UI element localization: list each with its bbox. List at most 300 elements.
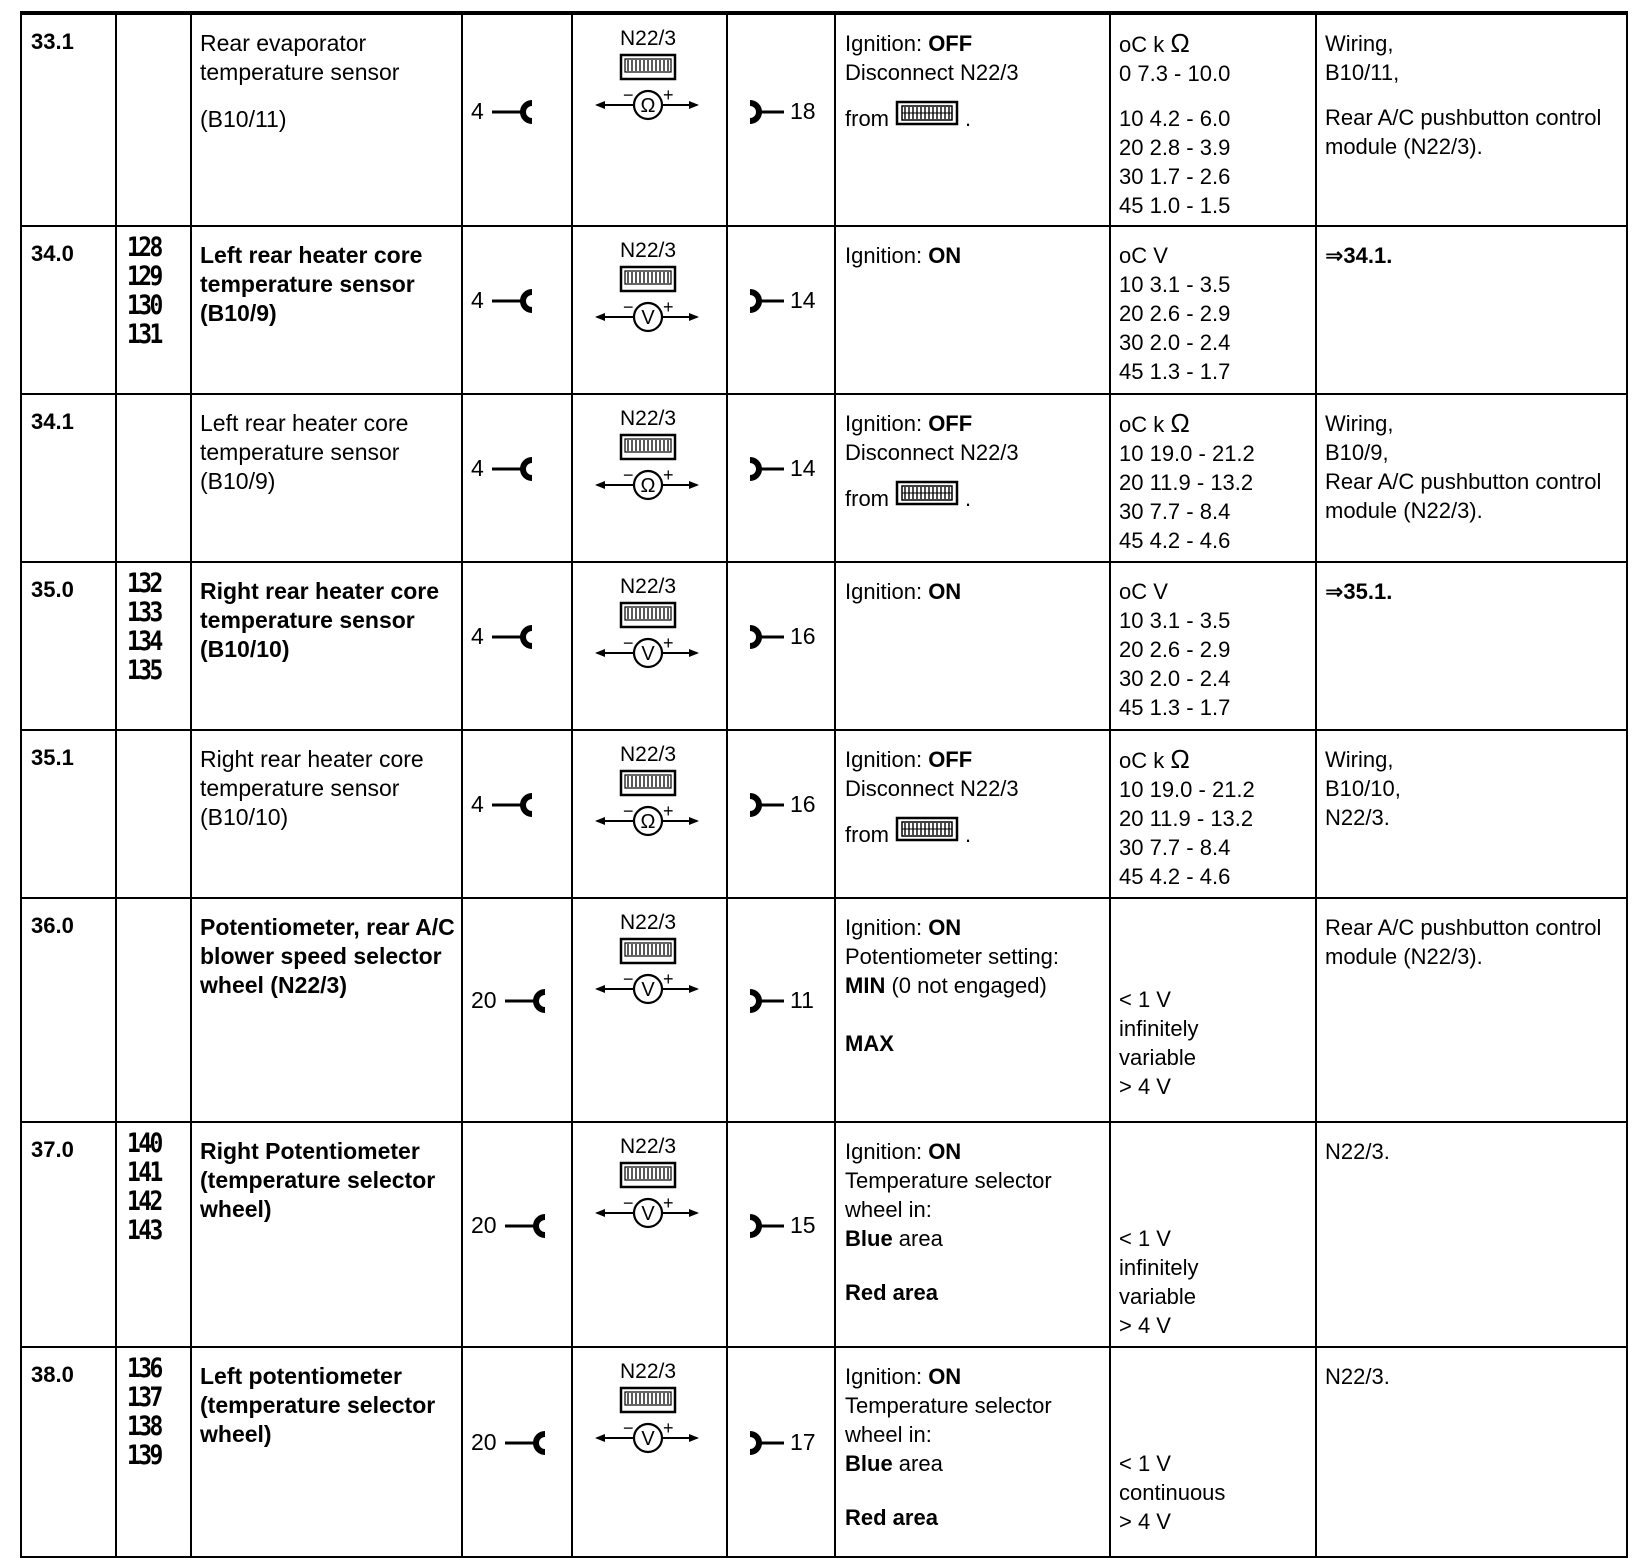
selection-second-key: MAX bbox=[845, 1031, 894, 1056]
svg-text:−: − bbox=[623, 85, 634, 105]
remedy-cell bbox=[1316, 1122, 1627, 1347]
svg-text:V: V bbox=[641, 1203, 655, 1225]
values-header-text: oC V bbox=[1119, 579, 1168, 604]
pin-out-cell bbox=[727, 898, 835, 1122]
connector-icon bbox=[895, 93, 959, 133]
fault-code: 133 bbox=[127, 597, 161, 628]
value-line: < 1 V bbox=[1119, 1451, 1171, 1476]
test-row bbox=[21, 1347, 1627, 1557]
fault-code: 130 bbox=[127, 290, 161, 321]
selection-second-key: Red area bbox=[845, 1505, 938, 1530]
ignition-state: OFF bbox=[928, 411, 973, 436]
component-name: Right rear heater core temperature sensor (B10/10) bbox=[200, 578, 440, 662]
pin-in-cell bbox=[462, 1122, 572, 1347]
remedy-line: Rear A/C pushbutton control module (N22/3). bbox=[1325, 105, 1602, 159]
conditions-cell bbox=[835, 562, 1110, 730]
test-step-cell bbox=[21, 1122, 116, 1347]
meter-diagram bbox=[593, 1360, 703, 1470]
socket-in-icon bbox=[490, 289, 536, 313]
socket-in-icon bbox=[503, 1214, 549, 1238]
voltmeter-icon bbox=[593, 265, 703, 345]
socket-in-icon bbox=[490, 625, 536, 649]
component-cell bbox=[191, 1347, 462, 1557]
test-step-number: 33.1 bbox=[31, 29, 74, 54]
remedy-cell bbox=[1316, 226, 1627, 394]
fault-code: 140 bbox=[127, 1128, 161, 1159]
component-cell bbox=[191, 394, 462, 562]
component-cell bbox=[191, 13, 462, 226]
remedy-line: ⇒34.1. bbox=[1325, 243, 1393, 268]
meter-cell bbox=[572, 730, 727, 898]
ignition-state: ON bbox=[928, 579, 962, 604]
pin-out bbox=[746, 791, 816, 818]
socket-in-icon bbox=[503, 989, 549, 1013]
pin-out bbox=[746, 1212, 816, 1239]
meter-diagram bbox=[593, 239, 703, 349]
pin-out bbox=[746, 287, 816, 314]
socket-out-icon bbox=[746, 793, 786, 817]
socket-in-icon bbox=[490, 100, 536, 124]
component-cell bbox=[191, 226, 462, 394]
values-cell bbox=[1110, 13, 1316, 226]
connector-label: N22/3 bbox=[619, 911, 677, 934]
meter-cell bbox=[572, 226, 727, 394]
remedy-cell bbox=[1316, 898, 1627, 1122]
value-line: 45 1.3 - 1.7 bbox=[1119, 695, 1231, 720]
value-line: > 4 V bbox=[1119, 1313, 1171, 1338]
meter-cell bbox=[572, 898, 727, 1122]
test-step-cell bbox=[21, 562, 116, 730]
fault-code: 129 bbox=[127, 261, 161, 292]
value-line: 10 19.0 - 21.2 bbox=[1119, 777, 1255, 802]
component-cell bbox=[191, 898, 462, 1122]
fault-code: 131 bbox=[127, 319, 161, 350]
meter-diagram bbox=[593, 911, 703, 1021]
svg-text:+: + bbox=[663, 85, 674, 105]
conditions-cell bbox=[835, 730, 1110, 898]
pin-out bbox=[746, 455, 816, 482]
socket-out-icon bbox=[746, 100, 786, 124]
remedy-line: ⇒35.1. bbox=[1325, 579, 1393, 604]
ignition-state: OFF bbox=[928, 747, 973, 772]
svg-text:Ω: Ω bbox=[640, 95, 656, 117]
conditions-cell bbox=[835, 13, 1110, 226]
pin-out-cell bbox=[727, 13, 835, 226]
from-connector-line bbox=[845, 473, 1103, 513]
fault-code: 141 bbox=[127, 1157, 161, 1188]
value-line: > 4 V bbox=[1119, 1074, 1171, 1099]
svg-text:V: V bbox=[641, 979, 655, 1001]
selection-second bbox=[845, 1029, 1103, 1058]
pin-out-number: 15 bbox=[790, 1212, 816, 1238]
selection-first-rest: area bbox=[892, 1226, 943, 1251]
values-header bbox=[1119, 577, 1311, 606]
meter-diagram bbox=[593, 407, 703, 517]
test-row bbox=[21, 898, 1627, 1122]
values-header-text: oC k bbox=[1119, 32, 1165, 57]
values-cell bbox=[1110, 730, 1316, 898]
ignition-state: ON bbox=[928, 1139, 962, 1164]
from-word: from bbox=[845, 106, 889, 131]
value-line: infinitely bbox=[1119, 1016, 1199, 1041]
fault-code: 137 bbox=[127, 1382, 161, 1413]
test-step-cell bbox=[21, 13, 116, 226]
pin-in-cell bbox=[462, 226, 572, 394]
values-header bbox=[1119, 29, 1311, 59]
value-line: infinitely bbox=[1119, 1255, 1199, 1280]
values-cell bbox=[1110, 226, 1316, 394]
value-line: > 4 V bbox=[1119, 1509, 1171, 1534]
pin-out-cell bbox=[727, 1122, 835, 1347]
remedy-line: Wiring, bbox=[1325, 747, 1394, 772]
pin-out-number: 11 bbox=[790, 987, 814, 1013]
meter-diagram bbox=[593, 743, 703, 853]
pin-out-cell bbox=[727, 1347, 835, 1557]
remedy-line: N22/3. bbox=[1325, 1139, 1390, 1164]
condition-line: Temperature selector wheel in: bbox=[845, 1393, 1052, 1447]
pin-in bbox=[471, 287, 536, 314]
test-step-cell bbox=[21, 394, 116, 562]
condition-line: Disconnect N22/3 bbox=[845, 60, 1019, 85]
connector-label: N22/3 bbox=[619, 1360, 677, 1383]
voltmeter-icon bbox=[593, 937, 703, 1017]
pin-out bbox=[746, 1429, 816, 1456]
svg-text:V: V bbox=[641, 643, 655, 665]
values-cell bbox=[1110, 898, 1316, 1122]
remedy-line: Wiring, bbox=[1325, 411, 1394, 436]
pin-in-number: 4 bbox=[471, 98, 484, 124]
svg-text:+: + bbox=[663, 465, 674, 485]
test-step-cell bbox=[21, 226, 116, 394]
pin-in-cell bbox=[462, 898, 572, 1122]
pin-in-cell bbox=[462, 1347, 572, 1557]
value-line: 30 1.7 - 2.6 bbox=[1119, 164, 1231, 189]
ignition-label: Ignition: bbox=[845, 31, 923, 56]
ignition-line bbox=[845, 745, 1103, 774]
pin-in-cell bbox=[462, 730, 572, 898]
svg-text:V: V bbox=[641, 307, 655, 329]
from-connector-line bbox=[845, 93, 1103, 133]
value-line: 0 7.3 - 10.0 bbox=[1119, 61, 1231, 86]
connector-label: N22/3 bbox=[619, 575, 677, 598]
pin-out bbox=[746, 98, 816, 125]
connector-label: N22/3 bbox=[619, 743, 677, 766]
socket-in-icon bbox=[503, 1431, 549, 1455]
value-line: 30 2.0 - 2.4 bbox=[1119, 666, 1231, 691]
test-step-number: 38.0 bbox=[31, 1362, 74, 1387]
from-connector-line bbox=[845, 809, 1103, 849]
value-line: < 1 V bbox=[1119, 1226, 1171, 1251]
selection-first-rest: area bbox=[892, 1451, 943, 1476]
fault-codes-cell bbox=[116, 898, 191, 1122]
values-header-text: oC k bbox=[1119, 748, 1165, 773]
ignition-label: Ignition: bbox=[845, 1139, 923, 1164]
fault-code: 138 bbox=[127, 1411, 161, 1442]
period: . bbox=[965, 106, 972, 131]
test-table bbox=[20, 11, 1628, 1558]
selection-first bbox=[845, 1224, 1103, 1253]
svg-text:−: − bbox=[623, 465, 634, 485]
svg-text:Ω: Ω bbox=[640, 811, 656, 833]
connector-icon bbox=[895, 473, 959, 513]
conditions-cell bbox=[835, 226, 1110, 394]
svg-text:−: − bbox=[623, 969, 634, 989]
test-step-number: 35.1 bbox=[31, 745, 74, 770]
pin-in bbox=[471, 1212, 549, 1239]
value-line: continuous bbox=[1119, 1480, 1226, 1505]
selection-second bbox=[845, 1503, 1103, 1532]
svg-text:−: − bbox=[623, 1193, 634, 1213]
value-line: 20 2.6 - 2.9 bbox=[1119, 637, 1231, 662]
voltmeter-icon bbox=[593, 601, 703, 681]
test-row bbox=[21, 13, 1627, 226]
selection-first bbox=[845, 1449, 1103, 1478]
value-line: 10 3.1 - 3.5 bbox=[1119, 272, 1231, 297]
fault-codes-cell bbox=[116, 562, 191, 730]
component-name: Potentiometer, rear A/C blower speed selector wheel (N22/3) bbox=[200, 914, 455, 998]
pin-out-cell bbox=[727, 562, 835, 730]
test-step-number: 37.0 bbox=[31, 1137, 74, 1162]
remedy-line: B10/10, bbox=[1325, 776, 1401, 801]
socket-in-icon bbox=[490, 457, 536, 481]
values-cell bbox=[1110, 1122, 1316, 1347]
value-line: 20 11.9 - 13.2 bbox=[1119, 470, 1254, 495]
conditions-cell bbox=[835, 898, 1110, 1122]
meter-cell bbox=[572, 13, 727, 226]
values-header bbox=[1119, 241, 1311, 270]
value-line: 20 2.8 - 3.9 bbox=[1119, 135, 1231, 160]
pin-in-number: 20 bbox=[471, 987, 497, 1013]
svg-text:−: − bbox=[623, 297, 634, 317]
meter-cell bbox=[572, 1122, 727, 1347]
pin-out-cell bbox=[727, 730, 835, 898]
remedy-line: B10/9, bbox=[1325, 440, 1389, 465]
remedy-cell bbox=[1316, 730, 1627, 898]
remedy-cell bbox=[1316, 1347, 1627, 1557]
ohm-symbol: Ω bbox=[1170, 28, 1190, 58]
svg-text:+: + bbox=[663, 969, 674, 989]
pin-in bbox=[471, 623, 536, 650]
remedy-line: B10/11, bbox=[1325, 60, 1400, 85]
fault-codes-cell bbox=[116, 226, 191, 394]
socket-in-icon bbox=[490, 793, 536, 817]
ohmmeter-icon bbox=[593, 53, 703, 133]
value-line: 20 2.6 - 2.9 bbox=[1119, 301, 1231, 326]
value-line: variable bbox=[1119, 1284, 1197, 1309]
meter-cell bbox=[572, 394, 727, 562]
fault-code: 135 bbox=[127, 655, 161, 686]
ignition-label: Ignition: bbox=[845, 915, 923, 940]
pin-out-cell bbox=[727, 226, 835, 394]
from-word: from bbox=[845, 486, 889, 511]
values-cell bbox=[1110, 394, 1316, 562]
values-header-text: oC V bbox=[1119, 243, 1168, 268]
selection-first-key: MIN bbox=[845, 973, 886, 998]
pin-out-number: 14 bbox=[790, 287, 816, 313]
test-row bbox=[21, 394, 1627, 562]
fault-codes-cell bbox=[116, 13, 191, 226]
test-step-cell bbox=[21, 1347, 116, 1557]
component-name: Left potentiometer (temperature selector wheel) bbox=[200, 1363, 436, 1447]
pin-in-cell bbox=[462, 394, 572, 562]
pin-in-cell bbox=[462, 562, 572, 730]
values-header bbox=[1119, 745, 1311, 775]
ignition-label: Ignition: bbox=[845, 1364, 923, 1389]
remedy-cell bbox=[1316, 562, 1627, 730]
pin-out-number: 16 bbox=[790, 623, 816, 649]
ohm-symbol: Ω bbox=[1170, 408, 1190, 438]
test-step-number: 35.0 bbox=[31, 577, 74, 602]
ignition-line bbox=[845, 409, 1103, 438]
pin-out-number: 18 bbox=[790, 98, 816, 124]
ignition-line bbox=[845, 1137, 1103, 1166]
ignition-line bbox=[845, 913, 1103, 942]
pin-out-number: 14 bbox=[790, 455, 816, 481]
svg-text:V: V bbox=[641, 1428, 655, 1450]
meter-diagram bbox=[593, 27, 703, 137]
selection-second bbox=[845, 1278, 1103, 1307]
connector-icon bbox=[895, 809, 959, 849]
condition-line: Temperature selector wheel in: bbox=[845, 1168, 1052, 1222]
component-name: Left rear heater core temperature sensor (B10/9) bbox=[200, 410, 409, 494]
pin-in bbox=[471, 791, 536, 818]
condition-line: Disconnect N22/3 bbox=[845, 776, 1019, 801]
values-cell bbox=[1110, 1347, 1316, 1557]
remedy-line: N22/3. bbox=[1325, 805, 1390, 830]
svg-text:+: + bbox=[663, 1418, 674, 1438]
value-line: 30 7.7 - 8.4 bbox=[1119, 835, 1231, 860]
pin-in-number: 4 bbox=[471, 287, 484, 313]
value-line: 45 1.0 - 1.5 bbox=[1119, 193, 1231, 218]
value-line: 30 2.0 - 2.4 bbox=[1119, 330, 1231, 355]
ignition-label: Ignition: bbox=[845, 579, 923, 604]
remedy-line: Rear A/C pushbutton control module (N22/3). bbox=[1325, 469, 1602, 523]
svg-text:+: + bbox=[663, 297, 674, 317]
pin-in-number: 4 bbox=[471, 455, 484, 481]
component-cell bbox=[191, 730, 462, 898]
fault-codes-cell bbox=[116, 1347, 191, 1557]
pin-in-number: 4 bbox=[471, 623, 484, 649]
socket-out-icon bbox=[746, 457, 786, 481]
svg-text:+: + bbox=[663, 801, 674, 821]
value-line: 10 3.1 - 3.5 bbox=[1119, 608, 1231, 633]
svg-text:−: − bbox=[623, 1418, 634, 1438]
component-name: Right rear heater core temperature sensor (B10/10) bbox=[200, 746, 424, 830]
meter-diagram bbox=[593, 1135, 703, 1245]
ignition-line bbox=[845, 241, 1103, 270]
value-line: 45 1.3 - 1.7 bbox=[1119, 359, 1231, 384]
pin-in bbox=[471, 98, 536, 125]
remedy-cell bbox=[1316, 13, 1627, 226]
pin-out-cell bbox=[727, 394, 835, 562]
fault-codes-cell bbox=[116, 394, 191, 562]
connector-label: N22/3 bbox=[619, 239, 677, 262]
ignition-line bbox=[845, 1362, 1103, 1391]
component-code: (B10/11) bbox=[200, 106, 287, 132]
pin-in bbox=[471, 1429, 549, 1456]
test-row bbox=[21, 562, 1627, 730]
values-cell bbox=[1110, 562, 1316, 730]
fault-code: 132 bbox=[127, 568, 161, 599]
ignition-label: Ignition: bbox=[845, 243, 923, 268]
test-row bbox=[21, 226, 1627, 394]
component-cell bbox=[191, 562, 462, 730]
ohmmeter-icon bbox=[593, 769, 703, 849]
value-line: 10 4.2 - 6.0 bbox=[1119, 106, 1231, 131]
value-line: < 1 V bbox=[1119, 987, 1171, 1012]
pin-in bbox=[471, 987, 549, 1014]
pin-out-number: 16 bbox=[790, 791, 816, 817]
test-row bbox=[21, 730, 1627, 898]
voltmeter-icon bbox=[593, 1161, 703, 1241]
ignition-state: ON bbox=[928, 243, 962, 268]
from-word: from bbox=[845, 822, 889, 847]
pin-in bbox=[471, 455, 536, 482]
condition-line: Potentiometer setting: bbox=[845, 944, 1060, 969]
ignition-line bbox=[845, 29, 1103, 58]
pin-out-number: 17 bbox=[790, 1429, 816, 1455]
period: . bbox=[965, 822, 972, 847]
component-name: Rear evaporator temperature sensor bbox=[200, 30, 400, 85]
ignition-line bbox=[845, 577, 1103, 606]
test-step-number: 36.0 bbox=[31, 913, 74, 938]
conditions-cell bbox=[835, 1347, 1110, 1557]
connector-label: N22/3 bbox=[619, 407, 677, 430]
socket-out-icon bbox=[746, 1214, 786, 1238]
svg-text:Ω: Ω bbox=[640, 475, 656, 497]
selection-first-rest: (0 not engaged) bbox=[885, 973, 1047, 998]
test-row bbox=[21, 1122, 1627, 1347]
test-step-number: 34.1 bbox=[31, 409, 74, 434]
connector-label: N22/3 bbox=[619, 27, 677, 50]
selection-first bbox=[845, 971, 1103, 1000]
fault-code: 134 bbox=[127, 626, 161, 657]
component-cell bbox=[191, 1122, 462, 1347]
test-step-number: 34.0 bbox=[31, 241, 74, 266]
pin-in-number: 4 bbox=[471, 791, 484, 817]
remedy-line: Rear A/C pushbutton control module (N22/3). bbox=[1325, 915, 1602, 969]
socket-out-icon bbox=[746, 289, 786, 313]
ignition-state: OFF bbox=[928, 31, 973, 56]
ignition-label: Ignition: bbox=[845, 411, 923, 436]
remedy-line: Wiring, bbox=[1325, 31, 1394, 56]
meter-diagram bbox=[593, 575, 703, 685]
ignition-state: ON bbox=[928, 915, 962, 940]
fault-code: 142 bbox=[127, 1186, 161, 1217]
pin-in-number: 20 bbox=[471, 1212, 497, 1238]
condition-line: Disconnect N22/3 bbox=[845, 440, 1019, 465]
values-header-text: oC k bbox=[1119, 412, 1165, 437]
ohm-symbol: Ω bbox=[1170, 744, 1190, 774]
pin-out bbox=[746, 987, 814, 1014]
component-name: Left rear heater core temperature sensor (B10/9) bbox=[200, 242, 423, 326]
selection-second-key: Red area bbox=[845, 1280, 938, 1305]
conditions-cell bbox=[835, 394, 1110, 562]
ignition-label: Ignition: bbox=[845, 747, 923, 772]
socket-out-icon bbox=[746, 1431, 786, 1455]
ignition-state: ON bbox=[928, 1364, 962, 1389]
pin-in-cell bbox=[462, 13, 572, 226]
fault-code: 139 bbox=[127, 1440, 161, 1471]
period: . bbox=[965, 486, 972, 511]
fault-code: 128 bbox=[127, 232, 161, 263]
value-line: 45 4.2 - 4.6 bbox=[1119, 864, 1231, 889]
meter-cell bbox=[572, 1347, 727, 1557]
component-name: Right Potentiometer (temperature selector wheel) bbox=[200, 1138, 436, 1222]
remedy-line: N22/3. bbox=[1325, 1364, 1390, 1389]
meter-cell bbox=[572, 562, 727, 730]
svg-text:−: − bbox=[623, 633, 634, 653]
